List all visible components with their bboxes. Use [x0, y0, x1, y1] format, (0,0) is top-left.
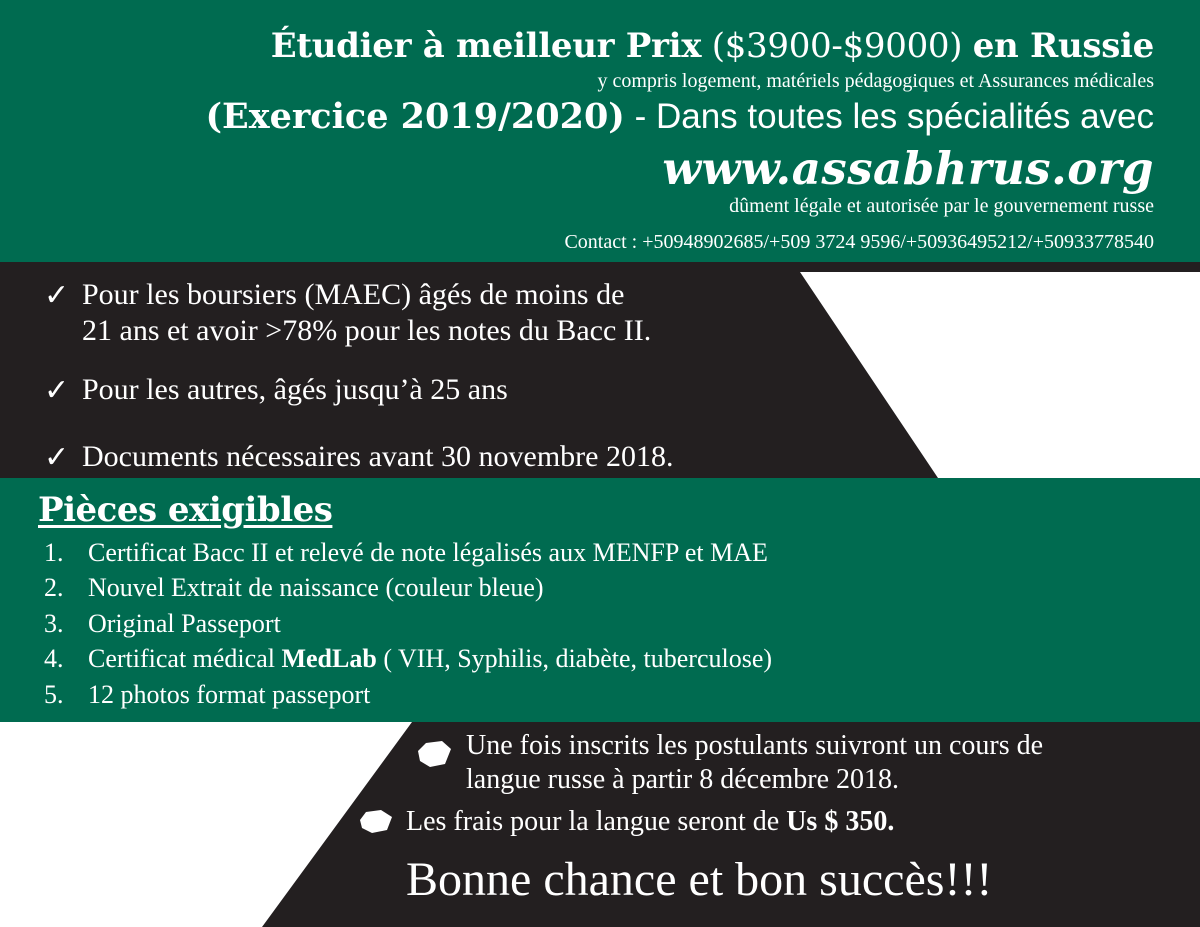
list-item-number: 2. [44, 573, 64, 602]
checklist-item-text: Pour les autres, âgés jusqu’à 25 ans [82, 373, 508, 406]
checklist-item-text-continued: 21 ans et avoir >78% pour les notes du Bacc II. [82, 314, 652, 347]
closing-message: Bonne chance et bon succès!!! [406, 853, 993, 906]
website-link[interactable]: www.assabhrus.org [662, 142, 1154, 195]
list-item [44, 644, 772, 674]
list-item-number: 3. [44, 609, 64, 638]
list-item-text: 12 photos format passeport [88, 680, 371, 709]
list-item-text: Certificat Bacc II et relevé de note légalisés aux MENFP et MAE [88, 538, 768, 567]
checkmark-icon: ✓ [44, 279, 70, 312]
list-item-text-after: ( VIH, Syphilis, diabète, tuberculose) [376, 644, 773, 673]
list-item-text: Original Passeport [88, 609, 281, 638]
subtitle: y compris logement, matériels pédagogiques et Assurances médicales [597, 70, 1154, 92]
pieces-heading: Pièces exigibles [38, 490, 333, 530]
legal-note: dûment légale et autorisée par le gouvernement russe [729, 195, 1154, 217]
course-note-continued: langue russe à partir 8 décembre 2018. [466, 764, 900, 795]
list-item [44, 573, 544, 603]
course-note: Une fois inscrits les postulants suivront un cours de [466, 730, 1044, 761]
list-item-text: Nouvel Extrait de naissance (couleur bleue) [88, 573, 544, 602]
checkmark-icon: ✓ [44, 374, 70, 407]
list-item-number: 1. [44, 538, 64, 567]
medlab-label: MedLab [281, 644, 377, 673]
headline-part-2: en Russie [972, 26, 1154, 66]
exercise-rest: - Dans toutes les spécialités avec [624, 97, 1154, 136]
list-item-text: Certificat médical [88, 644, 282, 673]
exercise-line [206, 96, 1155, 137]
list-item-number: 4. [44, 644, 64, 673]
checkmark-icon: ✓ [44, 441, 70, 474]
checklist-item-text: Pour les boursiers (MAEC) âgés de moins de [82, 278, 625, 311]
headline [271, 26, 1154, 66]
list-item-number: 5. [44, 680, 64, 709]
checklist-item-text: Documents nécessaires avant 30 novembre 2018. [82, 440, 674, 473]
list-item [44, 680, 370, 710]
list-item [44, 609, 281, 639]
fee-note [406, 806, 894, 838]
exercise-year: (Exercice 2019/2020) [205, 96, 625, 137]
headline-price: ($3900-$9000) [701, 26, 973, 66]
fee-note-text: Les frais pour la langue seront de [406, 806, 787, 837]
contact-info: Contact : +50948902685/+509 3724 9596/+50936495212/+50933778540 [564, 231, 1154, 253]
fee-amount: Us $ 350. [786, 806, 895, 837]
headline-part-1: Étudier à meilleur Prix [270, 26, 702, 66]
list-item [44, 538, 768, 568]
